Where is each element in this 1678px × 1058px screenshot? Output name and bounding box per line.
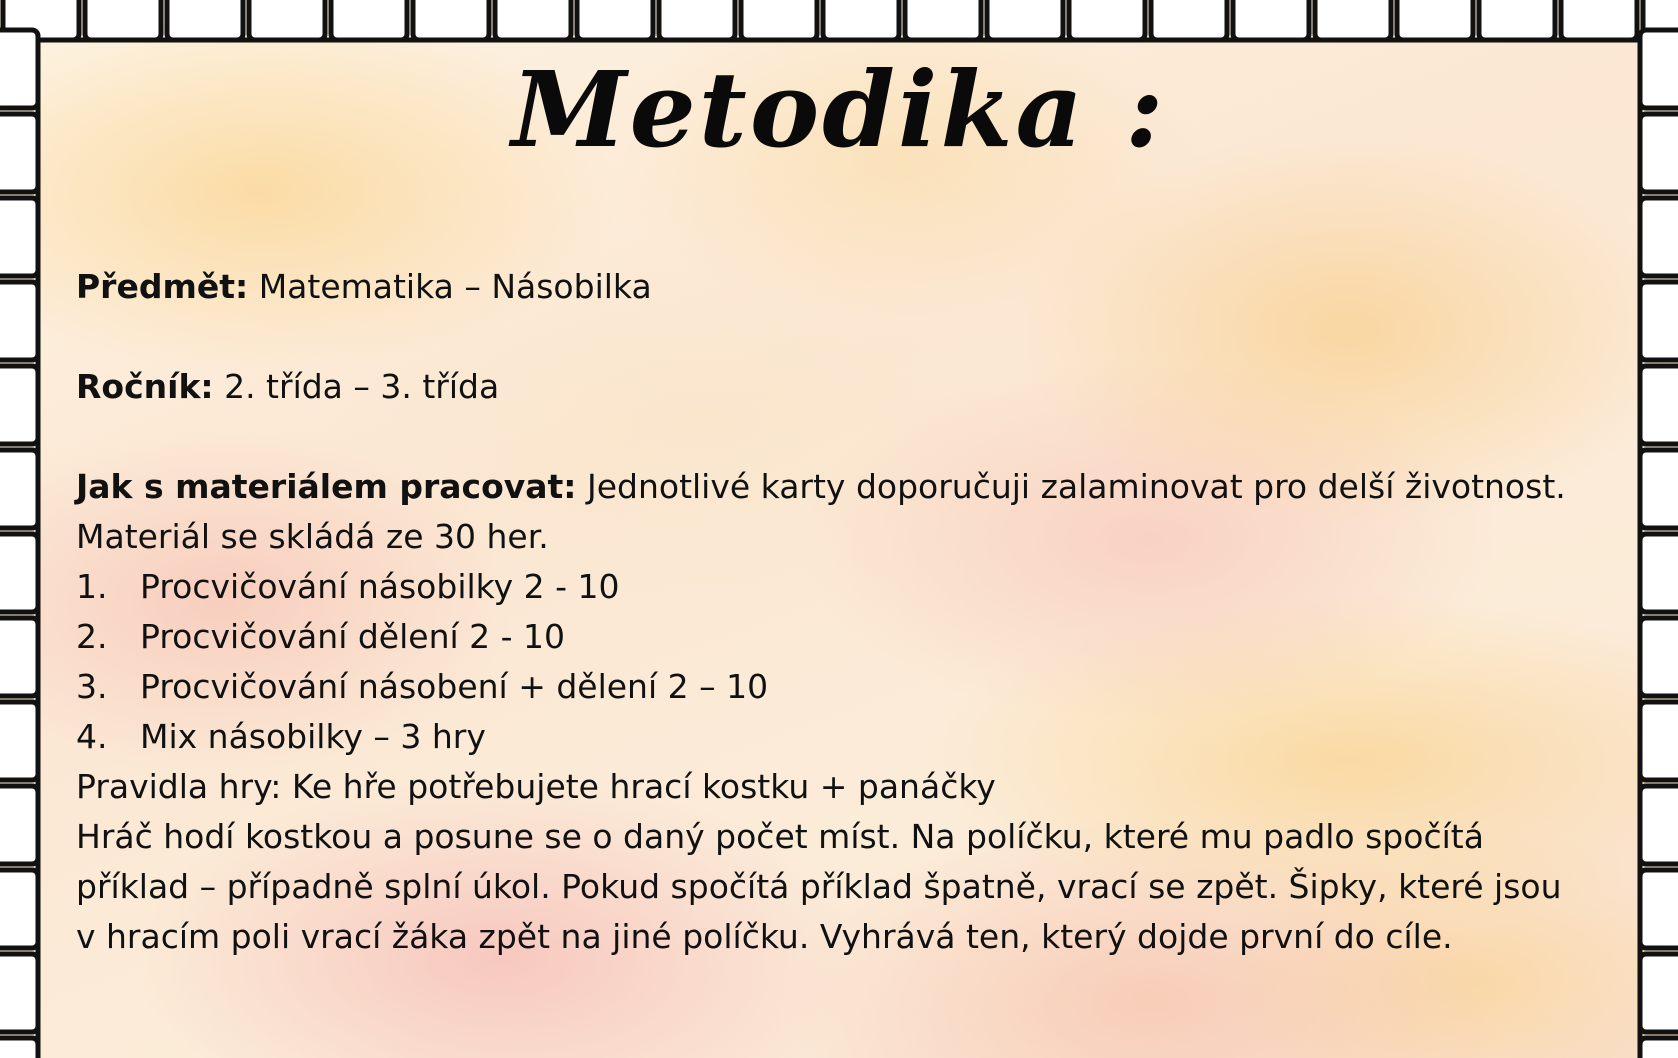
border-tile — [823, 0, 899, 40]
border-tile — [0, 366, 38, 444]
list-text: Procvičování násobení + dělení 2 – 10 — [140, 667, 769, 706]
border-tile — [1640, 1038, 1678, 1058]
border-tile — [905, 0, 981, 40]
border-tile — [577, 0, 653, 40]
list-item — [76, 712, 1616, 762]
list-number: 3. — [76, 667, 108, 706]
grade-value: 2. třída – 3. třída — [213, 367, 500, 406]
list-item — [76, 612, 1616, 662]
border-tile — [1640, 534, 1678, 612]
border-tile — [0, 282, 38, 360]
border-tile — [1397, 0, 1473, 40]
border-tile — [0, 870, 38, 948]
border-tile — [0, 702, 38, 780]
border-tile — [0, 786, 38, 864]
rules-text-line: Hráč hodí kostkou a posune se o daný počet míst. Na políčku, které mu padlo spočítá — [76, 817, 1484, 856]
howto-label: Jak s materiálem pracovat: — [76, 467, 577, 506]
border-tile — [1640, 702, 1678, 780]
border-tile — [1640, 618, 1678, 696]
border-tile — [987, 0, 1063, 40]
list-number: 2. — [76, 617, 108, 656]
spacer — [76, 312, 1616, 362]
grade-label: Ročník: — [76, 367, 214, 406]
border-tile — [1479, 0, 1555, 40]
grade-line — [76, 362, 1616, 412]
border-tile — [1315, 0, 1391, 40]
subject-label: Předmět: — [76, 267, 249, 306]
border-tile — [0, 1038, 38, 1058]
border-tile — [1643, 0, 1678, 40]
border-tile — [0, 534, 38, 612]
border-tile — [1640, 954, 1678, 1032]
border-tile — [1561, 0, 1637, 40]
list-text: Procvičování násobilky 2 - 10 — [140, 567, 620, 606]
border-tile — [1640, 282, 1678, 360]
border-tile — [659, 0, 735, 40]
list-text: Procvičování dělení 2 - 10 — [140, 617, 566, 656]
page-title: Metodika : — [511, 48, 1167, 171]
spacer — [76, 412, 1616, 462]
list-text: Mix násobilky – 3 hry — [140, 717, 486, 756]
border-tile — [0, 450, 38, 528]
list-item — [76, 562, 1616, 612]
border-tile — [331, 0, 407, 40]
intro-line: Materiál se skládá ze 30 her. — [76, 517, 549, 556]
rules-line: Pravidla hry: Ke hře potřebujete hrací kostku + panáčky — [76, 767, 996, 806]
border-tile — [249, 0, 325, 40]
border-tile — [413, 0, 489, 40]
list-number: 4. — [76, 717, 108, 756]
border-tile — [495, 0, 571, 40]
border-tile — [1640, 366, 1678, 444]
border-tile — [1640, 870, 1678, 948]
games-list — [76, 562, 1616, 762]
subject-line — [76, 262, 1616, 312]
border-tile — [1233, 0, 1309, 40]
border-tile — [1640, 198, 1678, 276]
list-item — [76, 662, 1616, 712]
howto-value: Jednotlivé karty doporučuji zalaminovat pro delší životnost. — [576, 467, 1566, 506]
methodology-content — [76, 262, 1616, 962]
border-tile — [1640, 786, 1678, 864]
list-number: 1. — [76, 567, 108, 606]
border-tile — [0, 198, 38, 276]
subject-value: Matematika – Násobilka — [248, 267, 652, 306]
border-tile — [85, 0, 161, 40]
rules-text-line: příklad – případně splní úkol. Pokud spočítá příklad špatně, vrací se zpět. Šipky, které jsou — [76, 867, 1562, 906]
border-tile — [0, 954, 38, 1032]
border-tile — [167, 0, 243, 40]
border-tile — [1069, 0, 1145, 40]
border-tile — [741, 0, 817, 40]
rules-text-line: v hracím poli vrací žáka zpět na jiné políčku. Vyhrává ten, který dojde první do cíle. — [76, 917, 1453, 956]
howto-line — [76, 462, 1616, 512]
border-tile — [3, 0, 79, 40]
border-tile — [1151, 0, 1227, 40]
border-tile — [0, 618, 38, 696]
border-tile — [1640, 450, 1678, 528]
